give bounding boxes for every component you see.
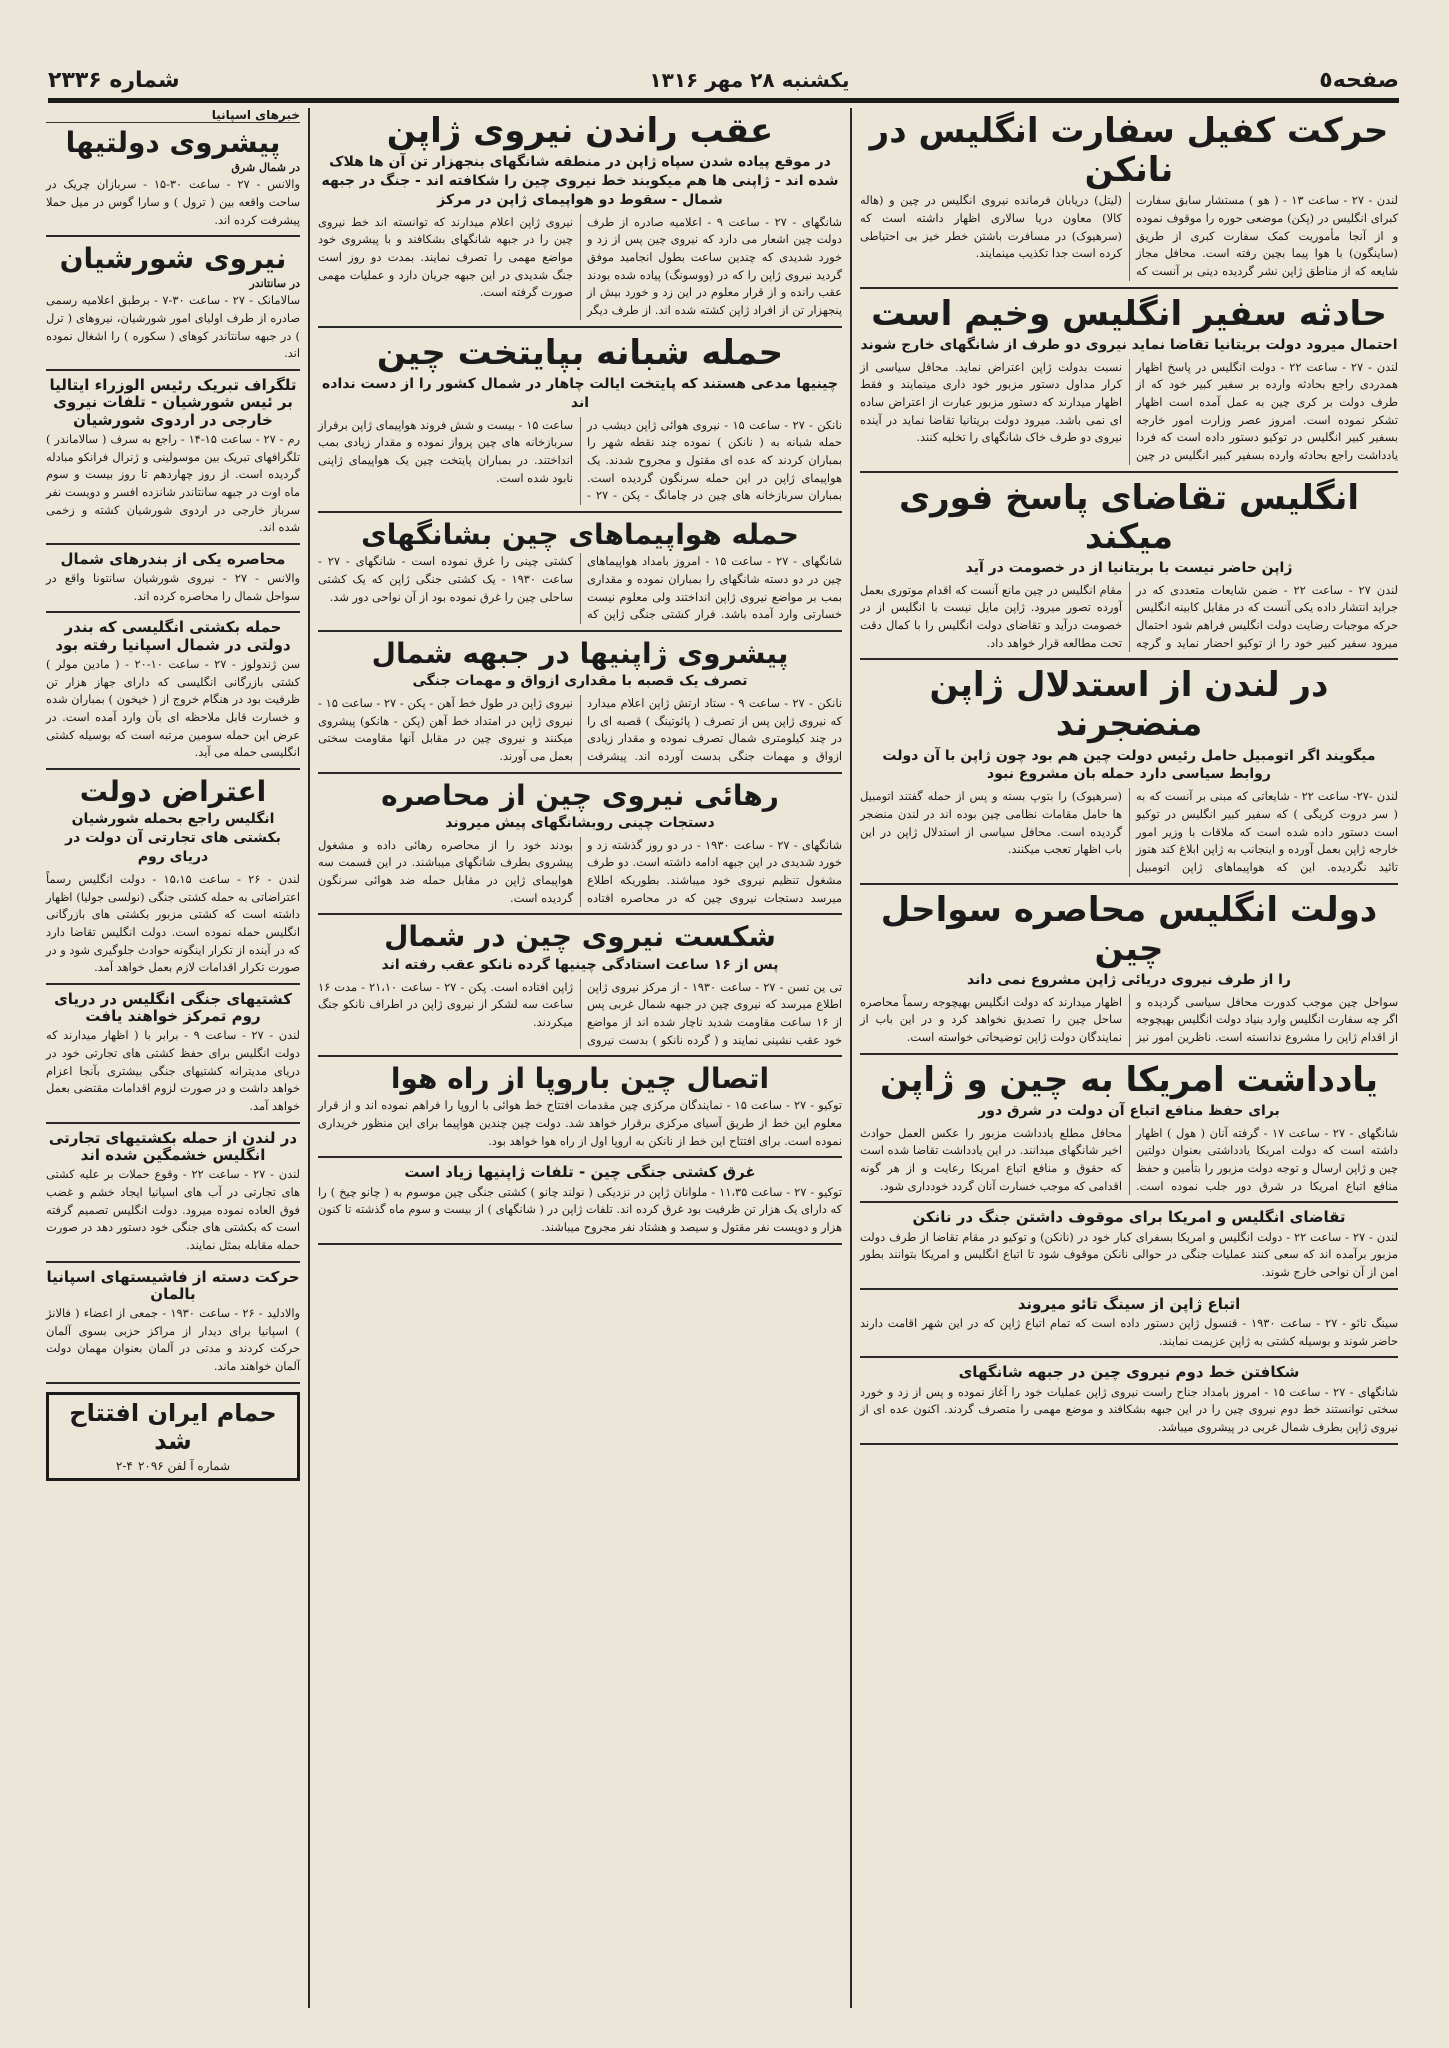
article-body: نانکن - ۲۷ - ساعت ۹ - ستاد ارتش ژاپن اعلام میدارد که نیروی ژاپن پس از تصرف ( پائوتینگ ) قصبه ای را در چند کیلومتری شمال تصرف نموده و مقدار زیادی ازواق و مهمات جنگی بدست آورده اند. پیشرفت نیروی ژاپن در طول خط آهن - پکن - ۲۷ - ساعت ۱۵ - نیروی ژاپن در امتداد خط آهن (پکن - هانکو) پیشروی میکنند و نیروی چین در مقابل آنها مقاومت سختی بعمل می آورند.: [318, 695, 842, 763]
article-ambassador-incident: [860, 295, 1398, 473]
headline: کشتیهای جنگی انگلیس در دریای روم تمرکز خواهند یافت: [54, 989, 292, 1026]
headline: حمله بکشتی انگلیسی که بندر دولتی در شمال اسپانیا رفته بود: [55, 618, 291, 654]
article-blockade: [860, 891, 1398, 1055]
headline: در لندن از حمله بکشتیهای تجارتی انگلیس خشمگین شده اند: [48, 1128, 298, 1164]
column-left: [40, 108, 306, 2018]
article-rebel-forces: [46, 243, 300, 371]
article-london-japan-reasoning: [860, 666, 1398, 884]
article-london-anger: [46, 1130, 300, 1263]
article-body: شانگهای - ۲۷ - ساعت ۱۷ - گرفته آنان ( هول ) اظهار داشته است که دولت امریکا یادداشتی بعنوان دولتین چین و ژاپن ارسال و توجه دولت مزبور را بتأمین و حفظ منافع اتباع امریکا در شرق دور جلب نموده است. محافل مطلع یادداشت مزبور را عکس العمل حوادث اخیر شانگهای میدانند. در این یادداشت تقاضا شده است که حقوق و منافع اتباع امریکا رعایت و از هر گونه اقدامی که موجب خسارت آنان گردد خودداری شود.: [860, 1125, 1399, 1193]
subheadline: میگویند اگر اتومبیل حامل رئیس دولت چین هم بود چون ژاپن با آن دولت روابط سیاسی دارد حمله بان مشروع نبود: [882, 747, 1376, 783]
article-north-defeat: [318, 921, 842, 1057]
article-body: والانس - ۲۷ - نیروی شورشیان سانتونا واقع در سواحل شمال را محاصره کرده اند.: [46, 571, 300, 603]
ad-phone: شماره آ لفن ۲۰۹۶: [137, 1458, 231, 1473]
subheadline: تصرف یک قصبه با مقداری ازواق و مهمات جنگی: [412, 673, 748, 690]
headline: دولت انگلیس محاصره سواحل چین: [880, 889, 1378, 969]
article-warship-sunk: [318, 1164, 842, 1244]
headline: حرکت کفیل سفارت انگلیس در نانکن: [869, 111, 1389, 191]
article-body: توکیو - ۲۷ - ساعت ۱۵ - نمایندگان مرکزی چین مقدمات افتتاح خط هوائی با اروپا را فراهم نموده اند و از قرار معلوم این خط از طریق آسیای مرکزی برقرار خواهد شد. دولت چین چندین هواپیما برای این منظور خریداری نموده است. برای افتتاح این خط از نانکن به اروپا اول از راه هوا خواهد بود.: [318, 1098, 842, 1148]
article-fascists-germany: [46, 1269, 300, 1384]
subheadline: برای حفظ منافع اتباع آن دولت در شرق دور: [978, 1102, 1280, 1119]
subheadline: را از طرف نیروی دریائی ژاپن مشروع نمی داند: [967, 971, 1291, 988]
column-right: [854, 108, 1404, 2018]
headline: حمله شبانه بپایتخت چین: [376, 332, 784, 373]
ad-title: حمام ایران افتتاح شد: [69, 1398, 277, 1455]
headline: تقاضای انگلیس و امریکا برای موقوف داشتن جنگ در نانکن: [912, 1208, 1346, 1227]
headline: حادثه سفیر انگلیس وخیم است: [871, 293, 1387, 334]
article-body: والانس - ۲۷ - ساعت ۳۰-۱۵ - سربازان چریک در ساحت واقعه بین ( ترول ) و سارا گوس در میل حملا پیشرفت کرده اند.: [46, 177, 300, 227]
article-warships-concentrate: [46, 991, 300, 1124]
headline: اتباع ژاپن از سینگ تائو میروند: [1017, 1294, 1241, 1313]
article-us-note: [860, 1061, 1398, 1204]
headline: اتصال چین باروپا از راه هوا: [390, 1062, 770, 1096]
article-body: لندن - ۲۷ - ساعت ۲۲ - دولت انگلیس و امریکا بسفرای کبار خود در (نانکن) و توکیو در مقام تقاضا از طرف دولت مزبور برآمده اند که سعی کنند عملیات جنگی در حوالی نانکن موقوف شود تا اتباع انگلیس و امریکا بتوانند بطور امن از آن نواحی خارج شوند.: [860, 1229, 1398, 1280]
headline: حرکت دسته از فاشیستهای اسپانیا بالمان: [46, 1267, 300, 1303]
article-body: سینگ تائو - ۲۷ - ساعت ۱۹۳۰ - قنسول ژاپن دستور داده است که تمام اتباع ژاپن که در این شهر اقامت دارند حاضر شوند و بوسیله کشتی به ژاپن عزیمت نمایند.: [860, 1315, 1398, 1348]
subheadline: چینیها مدعی هستند که پایتخت ایالت چاهار در شمال کشور را از دست نداده اند: [322, 375, 838, 411]
subheadline: انگلیس راجع بحمله شورشیان بکشتی های تجارتی آن دولت در دریای روم: [65, 811, 281, 865]
headline: شکست نیروی چین در شمال: [384, 920, 776, 954]
headline: رهائی نیروی چین از محاصره: [381, 778, 779, 812]
article-body: رم - ۲۷ - ساعت ۱۵-۱۴ - راجع به سرف ( سالاماندر ) تلگرافهای تبریک بین موسولینی و ژنرال فرانکو مبادله گردیده است. از روز چهاردهم تا روز بیست و سوم ماه اوت در جبهه سانتاندر شانزده افسر و دویست نفر سرباز خارجی در اردوی شورشیان کشته و زخمی شده اند.: [46, 431, 300, 535]
headline: پیشروی ژاپنیها در جبهه شمال: [371, 636, 789, 670]
article-second-line: [860, 1364, 1398, 1444]
article-repulse-japan: [318, 112, 842, 328]
article-chinese-air-attack: [318, 519, 842, 632]
column-middle: [312, 108, 848, 2018]
article-body: شانگهای - ۲۷ - ساعت ۹ - اعلامیه صادره از طرف دولت چین اشعار می دارد که نیروی چین پس از زد و خورد شدیدی که چندین ساعت بطول انجامید موفق گردید نیروی ژاپن را که در (ووسونگ) پیاده شده بودند عقب رانده و از قرار معلوم در این زد و خورد بیش از پنجهزار تن از افراد ژاپن کشته شده اند. از طرف دیگر نیروی ژاپن اعلام میدارند که توانسته اند خط نیروی چین را در جبهه شانگهای بشکافند و با پیشروی خود مواضع مهمی را تصرف نمایند. بمدت دو روز است جنگ شدیدی در این جبهه جریان دارد و عملیات مهمی صورت گرفته است.: [318, 214, 842, 318]
subheadline: ژاپن حاضر نیست با بریتانیا از در خصومت در آید: [965, 559, 1293, 576]
subheadline: دستجات چینی روبشانگهای پیش میروند: [445, 814, 715, 831]
headline: عقب راندن نیروی ژاپن: [386, 111, 774, 151]
article-body: شانگهای - ۲۷ - ساعت ۱۹۳۰ - در دو روز گذشته زد و خورد شدیدی در این جبهه ادامه داشته است. دو طرف مشغول تنظیم نیروی خود میباشند. بطوریکه اطلاع میرسد دستجات نیروی چین که در محاصره افتاده بودند خود را از محاصره رهائی داده و مشغول پیشروی بطرف شانگهای میباشند. در این قسمت سه هواپیمای ژاپن در مقابل حمله ضد هوائی سرنگون گردیده است.: [318, 837, 843, 905]
article-body: شانگهای - ۲۷ - ساعت ۱۵ - امروز بامداد هواپیماهای چین در دو دسته شانگهای را بمباران نموده و مقداری بمب بر مواضع نیروی ژاپن انداختند ولی معلوم نیست خسارتی وارد آمده باشد. فرار کشتی جنگی ژاپن که کشتی چینی را غرق نموده است - شانگهای - ۲۷ - ساعت ۱۹۳۰ - یک کشتی جنگی ژاپن که یک کشتی ساحلی چین را غرق نموده بود از آن نواحی دور شد.: [318, 554, 842, 622]
headline: در لندن از استدلال ژاپن منضجرند: [929, 665, 1329, 745]
article-body: توکیو - ۲۷ - ساعت ۱۱،۳۵ - ملوانان ژاپن در نزدیکی ( نولند چانو ) کشتی جنگی چین موسوم به ( چانو چیخ ) را که دارای یک هزار تن ظرفیت بود غرق کرده اند. تلفات ژاپن در ( شانگهای ) از بیست و سوم ماه گذشته تا کنون هزار و دویست نفر مقتول و سیصد و هشتاد نفر مجروح میباشند.: [318, 1184, 842, 1234]
article-body: لندن - ۲۷ - ساعت ۹ - برابر با ( اظهار میدارند که دولت انگلیس برای حفظ کشتی های تجارتی خود در دریای مدیترانه کشتیهای جنگی بیشتری بآنجا اعزام خواهد داشت و در صورت لزوم اقدامات مقتضی بعمل خواهد آمد.: [46, 1028, 300, 1114]
article-body: سواحل چین موجب کدورت محافل سیاسی گردیده و اگر چه سفارت انگلیس وارد بنیاد دولت انگلیس بهیچوجه از اقدام ژاپن را مشروع ندانسته است. ناظرین امور نیز اظهار میدارند که دولت انگلیس بهیچوجه رسماً محاصره ساحل چین را تصدیق نخواهد کرد و در این باب از نمایندگان دولت ژاپن توضیحاتی خواسته است.: [860, 994, 1398, 1045]
article-air-link: [318, 1063, 842, 1158]
article-tsingtao: [860, 1296, 1398, 1359]
article-body: لندن - ۲۷ - ساعت ۱۳ - ( هو ) مستشار سابق سفارت کبرای انگلیس در (پکن) موضعی حوره را موقوف نموده و از آنجا مأموریت کمک سفارت کبری از طریق (ساینگون) با هوا پیما بچین رفته است. محافل مجاز شایعه که از مناطق ژاپن نشر گردیده دینی بر آنست که (لیتل) دریابان فرمانده نیروی انگلیس در چین و (هاله کالا) معاون دریا سالاری اظهار داشته است که (سرهیوک) در مسافرت باشتن خطر خیز بی احتیاطی کرده است جدا تکذیب مینمایند.: [860, 193, 1398, 278]
headline: اعتراض دولت: [79, 774, 267, 808]
article-siege-break: [318, 780, 842, 916]
headline: یادداشت امریکا به چین و ژاپن: [880, 1059, 1378, 1100]
article-government-protest: [46, 776, 300, 985]
article-body: لندن - ۲۶ - ساعت ۱۵،۱۵ - دولت انگلیس رسماً اعتراضاتی به حمله کشتی جنگی (نولسی جولیا) اظهار داشته است که کشتی مزبور بکشتی های بازرگانی انگلیس حمله نموده است. دولت انگلیس تقاضا دارد که در آینده از تکرار اینگونه حوادث جلوگیری شود و در صورت تکرار اقدامات لازم بعمل خواهد آمد.: [46, 871, 300, 975]
article-ship-attack: [46, 619, 300, 770]
article-port-siege: [46, 551, 300, 614]
article-body: تی ین تسن - ۲۷ - ساعت ۱۹۳۰ - از مرکز نیروی ژاپن اطلاع میرسد که نیروی چین در جبهه شمال غربی پس از ۱۶ ساعت مقاومت شدید ناچار شده اند از مواضع خود عقب نشینی نمایند و ( گرده نانکو ) بدست نیروی ژاپن افتاده است. پکن - ۲۷ - ساعت ۲۱،۱۰ - مدت ۱۶ ساعت سه لشکر از نیروی ژاپن در اطراف نانکو جنگ میکردند.: [318, 979, 843, 1047]
article-body: لندن ۲۷ - ساعت ۲۲ - ضمن شایعات متعددی که در جراید انتشار داده یکی آنست که در مقابل کابینه انگلیس حرکه موجبات رضایت دولت انگلیس فراهم شود احتمال میرود سفیر کبیر خود را از توکیو احضار نماید و گرچه مقام انگلیس در چین مانع آنست که اقدام موتوری بعمل آورده تصور میرود. ژاپن مایل نیست با انگلیس از در خصومت درآید و تقاضای دولت انگلیس را با کمال دقت تحت مطالعه قرار خواهد داد.: [860, 582, 1398, 650]
header-date: یکشنبه ۲۸ مهر ۱۳۱۶: [649, 68, 850, 92]
article-north-advance: [318, 638, 842, 774]
article-body: والادلید - ۲۶ - ساعت ۱۹۳۰ - جمعی از اعضاء ( فالانژ ) اسپانیا برای دیدار از مراکز حزبی بسوی آلمان حرکت کردند و مدتی در آلمان بعنوان مهمان دولت آلمان خواهند ماند.: [46, 1306, 300, 1374]
headline: تلگراف تبریک رئیس الوزراء ایتالیا بر ئیس شورشیان - تلفات نیروی خارجی در اردوی شورشیان: [49, 376, 297, 429]
headline: شکافتن خط دوم نیروی چین در جبهه شانگهای: [958, 1363, 1300, 1382]
subheadline: احتمال میرود دولت بریتانیا تقاضا نماید نیروی دو طرف از شانگهای خارج شوند: [860, 336, 1398, 353]
issue-number: شماره ۲۳۳۶: [48, 67, 180, 93]
article-congrats-telegram: [46, 377, 300, 545]
article-republican-advance: [46, 127, 300, 237]
article-body: سن ژندولوز - ۲۷ - ساعت ۱۰-۲۰ - ( مادین مولر ) کشتی بازرگانی انگلیسی که دارای جهاز هزار تن ظرفیت بود در هنگام خروج از ( خیخون ) بمباران شده و خسارت قابل ملاحظه ای بآن وارد آمده است. در عرض این حمله سومین مرتبه است که بوسیله کشتی انگلیسی حمله می آید.: [46, 656, 300, 760]
column-divider: [308, 108, 310, 2008]
subheadline: پس از ۱۶ ساعت استادگی چینیها گرده نانکو عقب رفته اند: [381, 956, 779, 973]
article-night-raid: [318, 334, 842, 513]
headline: حمله هواپیماهای چین بشانگهای: [361, 518, 799, 552]
article-body: شانگهای - ۲۷ - ساعت ۱۵ - امروز بامداد جناح راست نیروی ژاپن عملیات خود را آغاز نموده و پس از زد و خورد سختی توانستند خط دوم نیروی چین را در این جبهه بشکافند و موضع مهمی را متصرف گردند. اکنون عده ای از نیروی ژاپن بطرف شمال غربی در پیشروی میباشد.: [860, 1384, 1398, 1434]
column-divider: [850, 108, 852, 2008]
article-body: لندن -۲۷- ساعت ۲۲ - شایعاتی که مبنی بر آنست که به ( سر دروت کریگی ) که سفیر کبیر انگلیس در توکیو است دستور داده شده است که ملاقات با وزیر امور خارجه ژاپن بعمل آورده و اینجانب به ژاپن ابلاغ کند هنوز تائید نگردیده. این که هواپیماهای ژاپن اتومبیل (سرهیوک) را بتوپ بسته و پس از حمله گفتند اتومبیل ها حامل مقامات نظامی چین بوده اند در لندن منضجر گردیده است. محافل سیاسی از استدلال ژاپن در این باب اظهار تعجب میکنند.: [860, 789, 1398, 874]
article-body: سالامانک - ۲۷ - ساعت ۳۰-۷ - برطبق اعلامیه رسمی صادره از طرف اولیای امور شورشیان، نیروهای ( ترل ) در جبهه سانتاندر کوهای ( سکوره ) را اشغال نموده اند.: [46, 293, 300, 361]
headline: انگلیس تقاضای پاسخ فوری میکند: [898, 477, 1360, 557]
article-nanking-request: [860, 1209, 1398, 1289]
headline: پیشروی دولتیها: [65, 126, 281, 159]
headline: نیروی شورشیان: [59, 242, 287, 276]
article-body: لندن - ۲۷ - ساعت ۲۲ - وقوع حملات بر علیه کشتی های تجارتی در آب های اسپانیا ایجاد خشم و غضب فوق العاده نموده میرود. دولت انگلیس تصمیم گرفته است که بکشتی های جنگی خود دستور دهد در صورت حمله مقابله بمثل نمایند.: [46, 1167, 301, 1252]
byline: در سانتاندر: [249, 277, 300, 291]
masthead: [48, 62, 1399, 103]
headline: محاصره یکی از بندرهای شمال: [60, 549, 286, 568]
page-label: صفحه٥: [1319, 67, 1399, 93]
article-body: نانکن - ۲۷ - ساعت ۱۵ - نیروی هوائی ژاپن دیشب در حمله شبانه به ( نانکن ) نموده چند نقطه شهر را بمباران کردند که عده ای مقتول و مجروح شدند. یک هواپیمای ژاپن در این حمله سرنگون گردیده است. بمباران سربازخانه های چین در چامانگ - پکن - ۲۷ - ساعت ۱۵ - بیست و شش فروند هواپیمای ژاپن برفراز سربازخانه های چین پرواز نموده و مقدار زیادی بمب انداختند. در بمباران پایتخت چین یک هواپیمای ژاپنی نابود شده است.: [318, 417, 842, 503]
article-britain-demands-reply: [860, 479, 1398, 661]
section-label: خبرهای اسپانیا: [46, 108, 300, 123]
byline: در شمال شرق: [231, 161, 300, 175]
article-consul-departure: [860, 112, 1398, 289]
ad-code: ۴-۲: [115, 1458, 133, 1473]
article-body: لندن - ۲۷ - ساعت ۲۲ - دولت انگلیس در پاسخ اظهار همدردی راجع بحادثه وارده بر سفیر کبیر خود که از طرف دولت بر کری چین به عمل آمده است اظهار تشکر نموده است. امروز عصر وزارت امور خارجه بسفیر کبیر انگلیس در توکیو دستور داده است که فردا یادداشت راجع بحادثه وارده بسفیر کبیر انگلیس در چین نسبت بدولت ژاپن اعتراض نماید. محافل سیاسی از کرار مداول دستور مزبور خود داری مینمایند و فقط اظهار میدارند که دستور مزبور عبارت از اعتراض ساده ای نمی باشد. میرود دولت بریتانیا تقاضا نماید در آینده نیروی دو طرف خاک شانگهای را تخلیه کنند.: [860, 359, 1398, 462]
subheadline: در موقع پیاده شدن سپاه ژاپن در منطقه شانگهای بنجهزار تن آن ها هلاک شده اند - ژاپنی ها هم میکوبند خط نیروی چین را شکافته اند - جنگ در جبهه شمال - سقوط دو هواپیمای ژاپن در مرکز: [321, 154, 839, 208]
advertisement-bath: [46, 1392, 300, 1481]
headline: غرق کشتی جنگی چین - تلفات ژاپنیها زیاد است: [404, 1163, 756, 1182]
